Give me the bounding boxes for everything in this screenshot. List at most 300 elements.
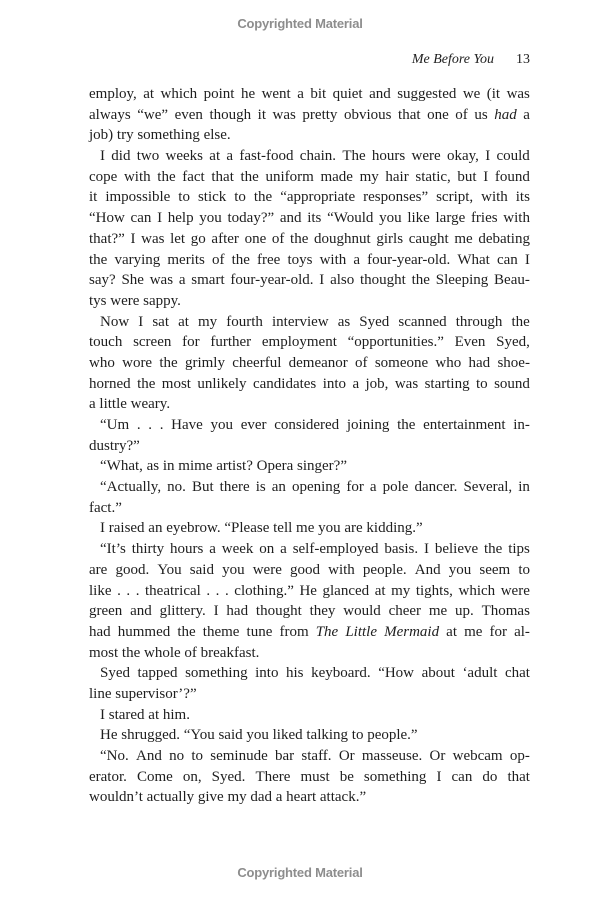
word: be xyxy=(339,768,354,785)
word: through xyxy=(455,313,503,330)
text-line xyxy=(89,477,530,498)
word: like xyxy=(89,582,112,599)
text-line xyxy=(89,270,530,291)
word: You xyxy=(157,561,182,578)
word: okay, xyxy=(446,148,479,165)
text-line xyxy=(89,229,530,250)
word: that?” xyxy=(89,230,125,247)
word: bar xyxy=(275,748,295,764)
word: us xyxy=(474,106,488,123)
word: Mermaid xyxy=(384,623,440,640)
word: something xyxy=(185,665,248,682)
word: doughnut xyxy=(314,230,371,247)
page-number: 13 xyxy=(516,52,530,67)
word: we xyxy=(462,86,481,102)
word: people. xyxy=(362,561,407,578)
word: ever xyxy=(240,417,267,433)
word: tune xyxy=(246,623,273,640)
word: . xyxy=(148,417,153,433)
word: Now xyxy=(100,313,130,330)
word: its xyxy=(515,189,530,206)
word: The xyxy=(342,148,366,165)
word: to xyxy=(518,561,530,578)
word: the xyxy=(511,313,530,330)
word: And xyxy=(136,748,162,764)
word: which xyxy=(458,582,496,599)
word: Beau- xyxy=(494,272,530,289)
word: you xyxy=(199,210,222,227)
word: the xyxy=(240,168,259,185)
word: He xyxy=(299,582,317,599)
word: But xyxy=(191,479,214,496)
word: most xyxy=(161,375,191,392)
word: thirty xyxy=(131,541,165,558)
word: would xyxy=(343,603,381,620)
word: I xyxy=(319,272,325,289)
word: toys xyxy=(287,251,313,268)
word: it xyxy=(257,106,266,123)
word: ‘adult xyxy=(462,665,498,682)
word: responses” xyxy=(363,189,429,206)
text-line xyxy=(89,187,530,208)
text-line xyxy=(89,353,530,374)
word: in- xyxy=(513,417,530,433)
word: his xyxy=(286,665,304,682)
word: the xyxy=(159,354,178,371)
word: of xyxy=(271,230,285,247)
word: let xyxy=(170,230,186,247)
word: script, xyxy=(436,189,474,206)
paragraph xyxy=(89,146,530,312)
paragraph xyxy=(89,312,530,415)
word: sat xyxy=(152,313,169,330)
word: was xyxy=(394,375,419,392)
word: “It’s xyxy=(100,541,126,558)
word: do xyxy=(482,768,498,785)
word: you xyxy=(222,561,245,578)
word: considered xyxy=(274,417,340,433)
text-line xyxy=(89,208,530,229)
word: seem xyxy=(479,561,511,578)
word: to xyxy=(178,189,190,206)
word: uniform xyxy=(265,168,314,185)
word: Syed, xyxy=(496,334,530,351)
word: good. xyxy=(115,561,150,578)
word: “Um xyxy=(100,417,130,433)
text-line: dustry?” xyxy=(89,437,140,454)
word: must xyxy=(300,768,330,785)
word: The xyxy=(315,623,339,640)
word: me xyxy=(464,623,483,640)
word: Or xyxy=(429,748,446,764)
word: week xyxy=(221,541,254,558)
word: of xyxy=(355,354,368,371)
word: always xyxy=(89,106,131,123)
text-line: He shrugged. “You said you liked talking to people.” xyxy=(100,727,418,744)
word: even xyxy=(174,106,203,123)
word: Have xyxy=(171,417,203,433)
text-line: I raised an eyebrow. “Please tell me you are kidding.” xyxy=(100,520,423,537)
word: staff. xyxy=(301,748,332,764)
word: on xyxy=(259,541,275,558)
word: caught xyxy=(408,230,449,247)
word: keyboard. xyxy=(311,665,371,682)
word: to xyxy=(234,189,246,206)
word: with xyxy=(319,251,347,268)
word: for xyxy=(489,623,508,640)
word: cope xyxy=(89,168,118,185)
word: employment xyxy=(261,334,337,351)
word: one xyxy=(244,230,267,247)
word: for xyxy=(346,479,364,496)
word: self-employed xyxy=(292,541,379,558)
word: clothing.” xyxy=(234,582,294,599)
word: said xyxy=(189,561,214,578)
word: were xyxy=(500,582,530,599)
word: unlikely xyxy=(197,375,247,392)
text-line xyxy=(89,415,530,436)
word: And xyxy=(414,561,441,578)
word: after xyxy=(211,230,239,247)
word: can xyxy=(130,210,152,227)
text-line: job) try something else. xyxy=(89,127,231,144)
word: glittery. xyxy=(159,603,206,620)
word: a xyxy=(369,479,377,496)
word: was xyxy=(506,86,530,102)
word: are xyxy=(89,561,108,578)
word: into xyxy=(322,375,347,392)
text-line xyxy=(89,622,530,643)
paragraph xyxy=(89,518,530,539)
word: sound xyxy=(494,375,530,392)
word: had xyxy=(226,603,249,620)
word: stick xyxy=(197,189,227,206)
word: Several, xyxy=(463,479,513,496)
word: . xyxy=(206,582,211,599)
word: fourth xyxy=(226,313,263,330)
word: hours xyxy=(371,148,406,165)
word: I xyxy=(485,148,491,165)
word: could xyxy=(496,148,530,165)
paragraph xyxy=(89,725,530,746)
word: the xyxy=(397,417,416,433)
word: a xyxy=(352,375,360,392)
word: starting xyxy=(424,375,470,392)
word: Thomas xyxy=(481,603,530,620)
word: hummed xyxy=(117,623,171,640)
word: glanced xyxy=(322,582,370,599)
word: “appropriate xyxy=(280,189,356,206)
word: in xyxy=(518,479,530,496)
word: me xyxy=(454,230,473,247)
word: into xyxy=(255,665,279,682)
word: at xyxy=(374,582,386,599)
word: help xyxy=(167,210,194,227)
word: who xyxy=(89,354,115,371)
word: were xyxy=(252,561,282,578)
word: basis. xyxy=(384,541,419,558)
word: . xyxy=(126,582,131,599)
text-line xyxy=(89,84,530,105)
word: the xyxy=(89,251,108,268)
word: fries xyxy=(470,210,498,227)
word: say? xyxy=(89,272,116,289)
word: point xyxy=(203,86,235,102)
word: thought xyxy=(255,603,302,620)
word: the xyxy=(484,541,503,558)
paragraph xyxy=(89,539,530,663)
word: further xyxy=(210,334,252,351)
word: had xyxy=(468,354,491,371)
word: chain. xyxy=(299,148,337,165)
word: erator. xyxy=(89,768,127,785)
word: from xyxy=(279,623,309,640)
word: was xyxy=(141,230,165,247)
word: is xyxy=(255,479,266,496)
word: did xyxy=(111,148,131,165)
word: at xyxy=(446,623,457,640)
word: that xyxy=(398,106,421,123)
word: my xyxy=(359,168,379,185)
word: with xyxy=(503,210,530,227)
text-line xyxy=(89,539,530,560)
text-line xyxy=(89,374,530,395)
word: believe xyxy=(434,541,479,558)
running-head-title: Me Before You xyxy=(411,52,494,67)
word: had xyxy=(494,106,517,123)
word: weeks xyxy=(165,148,204,165)
word: you xyxy=(448,561,472,578)
word: today?” xyxy=(227,210,275,227)
word: free xyxy=(257,251,281,268)
word: She xyxy=(121,272,144,289)
word: four-year-old. xyxy=(230,272,314,289)
word: theatrical xyxy=(145,582,201,599)
word: two xyxy=(136,148,160,165)
paragraph xyxy=(89,415,530,456)
word: static, xyxy=(415,168,451,185)
word: my xyxy=(197,313,218,330)
word: to xyxy=(191,748,204,764)
paragraph xyxy=(89,663,530,704)
word: to xyxy=(475,375,488,392)
word: scanned xyxy=(398,313,447,330)
word: suggested xyxy=(397,86,457,102)
text-line: I stared at him. xyxy=(100,706,190,723)
text-line: line supervisor’?” xyxy=(89,685,197,702)
word: hours xyxy=(170,541,204,558)
word: Come xyxy=(136,768,173,785)
word: bit xyxy=(310,86,327,102)
word: can xyxy=(451,768,473,785)
word: Syed xyxy=(359,313,390,330)
body-text xyxy=(89,84,530,808)
word: shoe- xyxy=(497,354,530,371)
word: masseuse. xyxy=(361,748,423,764)
text-line xyxy=(89,767,530,788)
word: with xyxy=(481,189,508,206)
word: impossible xyxy=(105,189,171,206)
word: merits xyxy=(167,251,205,268)
word: I xyxy=(483,168,489,185)
word: candidates xyxy=(252,375,317,392)
word: “No. xyxy=(100,748,129,764)
paragraph xyxy=(89,746,530,808)
text-line: most the whole of breakfast. xyxy=(89,644,260,661)
word: There xyxy=(255,768,291,785)
copyright-watermark-bottom: Copyrighted Material xyxy=(237,865,363,880)
word: “Would xyxy=(327,210,374,227)
word: green xyxy=(89,603,123,620)
word: a xyxy=(353,251,361,268)
word: grimly xyxy=(184,354,225,371)
word: go xyxy=(190,230,206,247)
word: screen xyxy=(133,334,172,351)
word: touch xyxy=(89,334,123,351)
word: four-year-old. xyxy=(367,251,451,268)
word: fact xyxy=(182,168,205,185)
word: good xyxy=(289,561,320,578)
word: and xyxy=(130,603,152,620)
word: Or xyxy=(338,748,355,764)
word: . xyxy=(117,582,121,599)
word: of xyxy=(211,251,225,268)
word: cheerful xyxy=(232,354,282,371)
word: dancer. xyxy=(414,479,458,496)
word: entertainment xyxy=(423,417,506,433)
paragraph xyxy=(89,456,530,477)
word: I xyxy=(157,210,163,227)
word: thought xyxy=(360,272,406,289)
word: quiet xyxy=(332,86,363,102)
word: Syed. xyxy=(211,768,246,785)
text-line: tys were sappy. xyxy=(89,292,181,309)
word: large xyxy=(435,210,466,227)
word: and xyxy=(369,86,391,102)
word: you xyxy=(379,210,402,227)
word: I xyxy=(130,230,136,247)
text-line xyxy=(89,332,530,353)
word: you xyxy=(210,417,234,433)
word: it xyxy=(89,189,98,206)
word: demeanor xyxy=(288,354,348,371)
word: fast-food xyxy=(239,148,294,165)
text-line xyxy=(89,581,530,602)
word: tights, xyxy=(415,582,453,599)
word: op- xyxy=(509,748,530,764)
word: my xyxy=(391,582,411,599)
word: on, xyxy=(182,768,202,785)
word: horned xyxy=(89,375,131,392)
paragraph xyxy=(89,477,530,518)
word: a xyxy=(523,106,530,123)
word: al- xyxy=(514,623,530,640)
word: I xyxy=(213,603,219,620)
text-line xyxy=(89,601,530,622)
word: went xyxy=(261,86,291,102)
text-line: wouldn’t actually give my dad a heart attack.” xyxy=(89,789,367,806)
word: was xyxy=(272,106,296,123)
word: joining xyxy=(346,417,390,433)
text-line xyxy=(89,746,530,767)
word: the xyxy=(290,230,309,247)
word: the xyxy=(157,168,176,185)
word: as xyxy=(337,313,351,330)
word: seminude xyxy=(210,748,268,764)
word: debating xyxy=(478,230,530,247)
word: no xyxy=(169,748,185,764)
word: for xyxy=(182,334,200,351)
word: tips xyxy=(508,541,530,558)
word: Sleeping xyxy=(435,272,489,289)
text-line: a little weary. xyxy=(89,396,171,413)
word: up. xyxy=(455,603,474,620)
word: the xyxy=(137,375,156,392)
word: they xyxy=(309,603,336,620)
word: “Actually, xyxy=(100,479,162,496)
text-line xyxy=(89,146,530,167)
word: about xyxy=(421,665,455,682)
word: something xyxy=(363,768,427,785)
word: cheer xyxy=(388,603,422,620)
word: of xyxy=(455,106,468,123)
word: that xyxy=(211,168,234,185)
word: the xyxy=(177,623,196,640)
word: an xyxy=(271,479,286,496)
word: at xyxy=(143,86,155,102)
word: . xyxy=(136,417,141,433)
word: with xyxy=(328,561,355,578)
word: a xyxy=(209,541,216,558)
word: a xyxy=(280,541,287,558)
word: What xyxy=(457,251,490,268)
word: chat xyxy=(504,665,530,682)
word: Syed xyxy=(100,665,130,682)
word: “How xyxy=(378,665,415,682)
word: (it xyxy=(486,86,501,102)
word: I xyxy=(423,541,429,558)
text-line: “What, as in mime artist? Opera singer?” xyxy=(100,458,347,475)
word: tapped xyxy=(137,665,178,682)
word: but xyxy=(457,168,477,185)
word: “we” xyxy=(137,106,169,123)
word: had xyxy=(89,623,111,640)
word: pole xyxy=(382,479,409,496)
word: was xyxy=(149,272,174,289)
word: me xyxy=(428,603,448,620)
word: . xyxy=(135,582,140,599)
text-line xyxy=(89,250,530,271)
copyright-watermark-top: Copyrighted Material xyxy=(237,16,363,31)
word: at xyxy=(209,148,221,165)
word: someone xyxy=(374,354,429,371)
word: I xyxy=(100,148,105,165)
word: employ, xyxy=(89,86,137,102)
word: girls xyxy=(376,230,404,247)
word: who xyxy=(435,354,462,371)
word: I xyxy=(138,313,144,330)
word: like xyxy=(407,210,430,227)
word: with xyxy=(123,168,151,185)
word: “opportunities.” xyxy=(347,334,444,351)
word: varying xyxy=(114,251,161,268)
word: opening xyxy=(291,479,341,496)
word: Even xyxy=(454,334,486,351)
word: a xyxy=(226,148,234,165)
word: . xyxy=(159,417,164,433)
word: one xyxy=(427,106,449,123)
word: the xyxy=(253,189,273,206)
